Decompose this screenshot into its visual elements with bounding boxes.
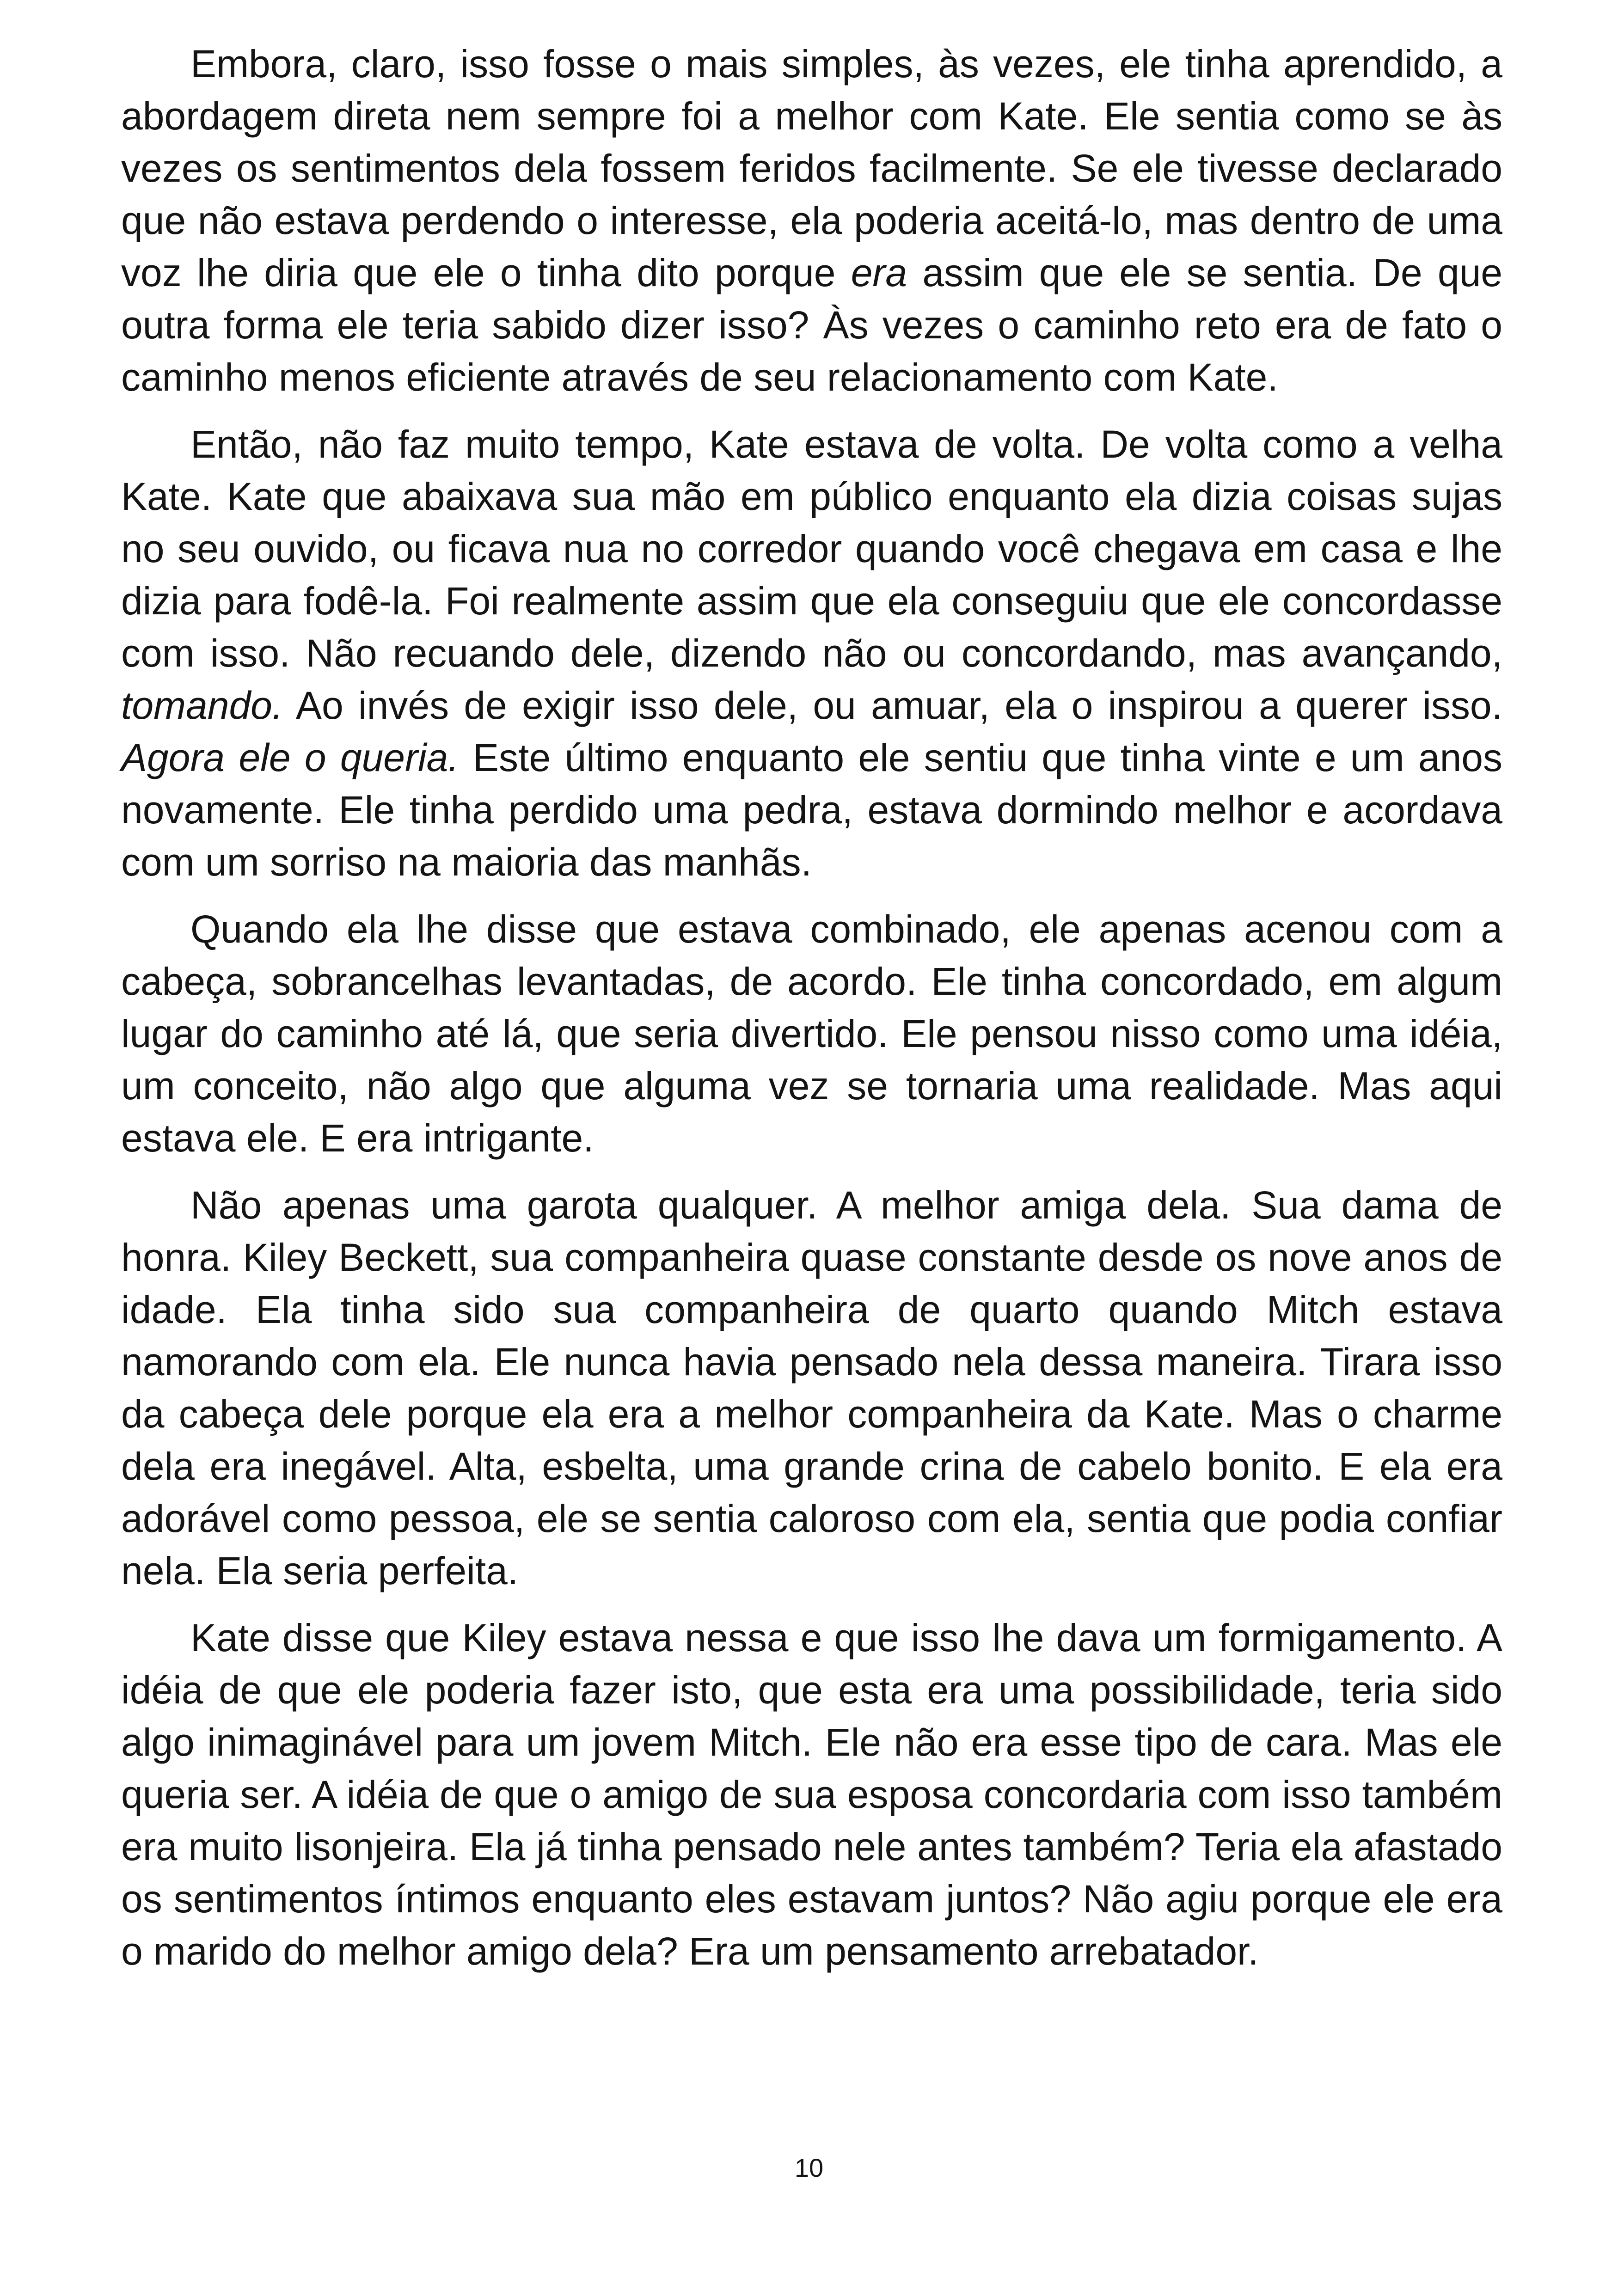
paragraph-text: Então, não faz muito tempo, Kate estava de volta. De volta como a velha Kate. Kate que abaixava sua mão em público enquanto ela dizia coisas sujas no seu ouvido, ou ficava nua no corredor quando você chegava em casa e lhe dizia para fodê-la. Foi realmente assim que ela conseguiu que ele concordasse com isso. Não recuando dele, dizendo não ou concordando, mas avançando, xyxy=(121,422,1502,675)
paragraph xyxy=(121,903,1502,1164)
paragraph xyxy=(121,38,1502,404)
emphasis-text: Agora ele o queria. xyxy=(121,736,459,779)
paragraph-text: Este último enquanto ele sentiu que tinha vinte e um anos novamente. Ele tinha perdido uma pedra, estava dormindo melhor e acordava com um sorriso na maioria das manhãs. xyxy=(121,736,1502,884)
paragraph-text: Kate disse que Kiley estava nessa e que isso lhe dava um formigamento. A idéia de que ele poderia fazer isto, que esta era uma possibilidade, teria sido algo inimaginável para um jovem Mitch. Ele não era esse tipo de cara. Mas ele queria ser. A idéia de que o amigo de sua esposa concordaria com isso também era muito lisonjeira. Ela já tinha pensado nele antes também? Teria ela afastado os sentimentos íntimos enquanto eles estavam juntos? Não agiu porque ele era o marido do melhor amigo dela? Era um pensamento arrebatador. xyxy=(121,1616,1502,1973)
paragraph-text: assim que ele se sentia. De que outra forma ele teria sabido dizer isso? Às vezes o caminho reto era de fato o caminho menos eficiente através de seu relacionamento com Kate. xyxy=(121,251,1503,399)
paragraph-text: Quando ela lhe disse que estava combinado, ele apenas acenou com a cabeça, sobrancelhas levantadas, de acordo. Ele tinha concordado, em algum lugar do caminho até lá, que seria divertido. Ele pensou nisso como uma idéia, um conceito, não algo que alguma vez se tornaria uma realidade. Mas aqui estava ele. E era intrigante. xyxy=(121,907,1502,1160)
paragraph-text: Ao invés de exigir isso dele, ou amuar, ela o inspirou a querer isso. xyxy=(283,684,1502,727)
body-text xyxy=(121,38,1502,1992)
paragraph xyxy=(121,1179,1502,1597)
paragraph-text: Não apenas uma garota qualquer. A melhor amiga dela. Sua dama de honra. Kiley Beckett, sua companheira quase constante desde os nove anos de idade. Ela tinha sido sua companheira de quarto quando Mitch estava namorando com ela. Ele nunca havia pensado nela dessa maneira. Tirara isso da cabeça dele porque ela era a melhor companheira da Kate. Mas o charme dela era inegável. Alta, esbelta, uma grande crina de cabelo bonito. E ela era adorável como pessoa, ele se sentia caloroso com ela, sentia que podia confiar nela. Ela seria perfeita. xyxy=(121,1183,1502,1592)
emphasis-text: era xyxy=(851,251,907,294)
paragraph xyxy=(121,418,1502,888)
paragraph xyxy=(121,1612,1502,1978)
emphasis-text: tomando. xyxy=(121,684,283,727)
paragraph-text: Embora, claro, isso fosse o mais simples, às vezes, ele tinha aprendido, a abordagem direta nem sempre foi a melhor com Kate. Ele sentia como se às vezes os sentimentos dela fossem feridos facilmente. Se ele tivesse declarado que não estava perdendo o interesse, ela poderia aceitá-lo, mas dentro de uma voz lhe diria que ele o tinha dito porque xyxy=(121,42,1502,294)
page-number: 10 xyxy=(794,2153,824,2182)
